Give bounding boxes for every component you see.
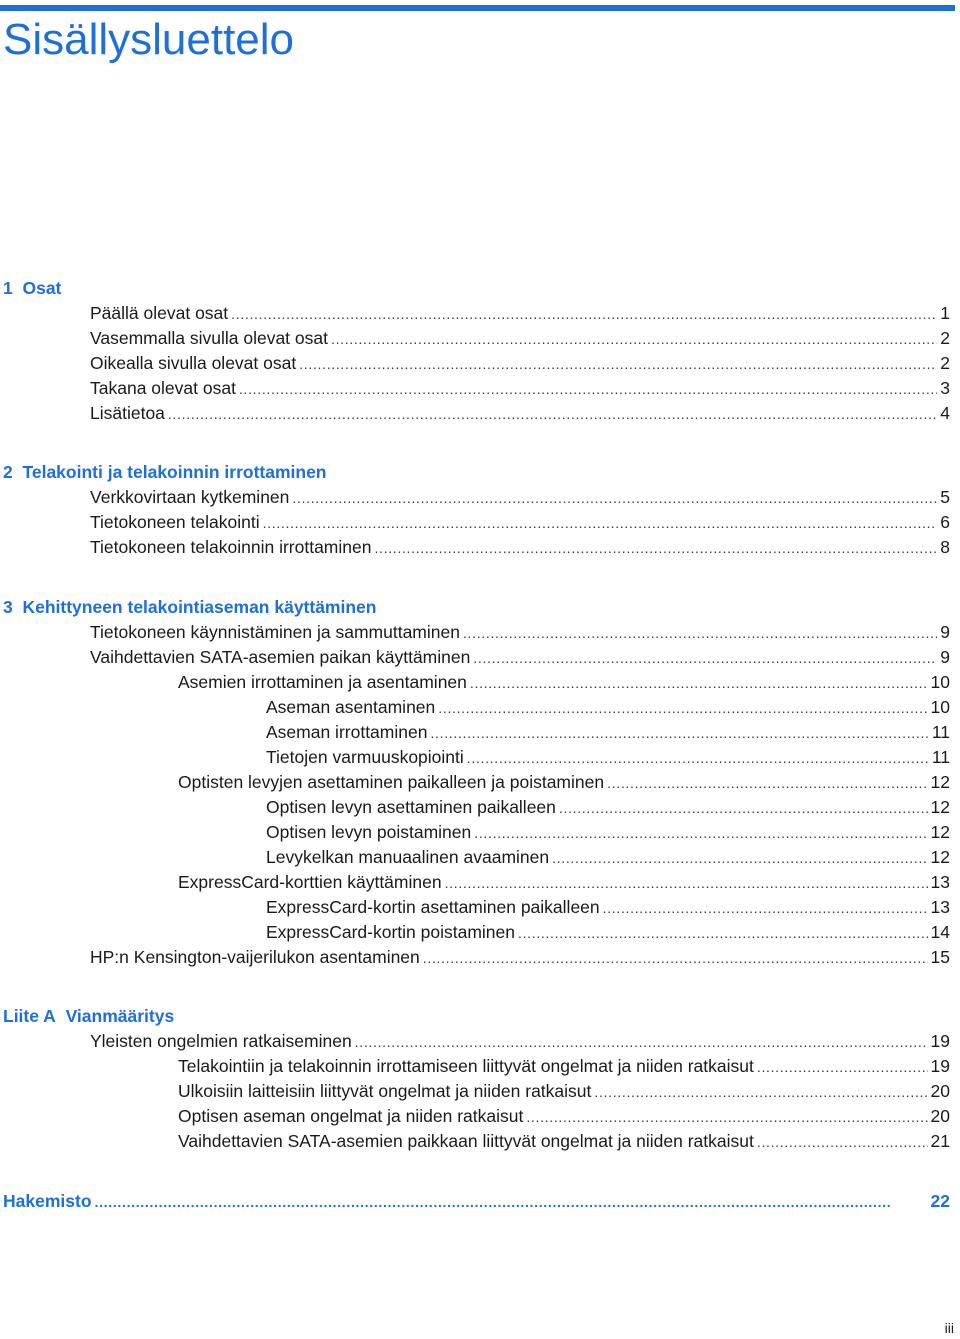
- chapter-number: 2: [3, 462, 13, 482]
- toc-entry[interactable]: [90, 302, 950, 325]
- toc-entry-page: 20: [930, 1081, 950, 1101]
- dot-leader: [463, 621, 937, 644]
- dot-leader: [445, 871, 928, 894]
- toc-entry[interactable]: [266, 721, 950, 744]
- dot-leader: [559, 796, 928, 819]
- toc-entry-text: Tietokoneen käynnistäminen ja sammuttaminen: [90, 622, 460, 642]
- chapter-title: Vianmääritys: [65, 1006, 175, 1026]
- dot-leader: [607, 771, 927, 794]
- dot-leader: [518, 921, 928, 944]
- dot-leader: [239, 377, 937, 400]
- toc-entry-page: 12: [930, 847, 950, 867]
- toc-entry-page: 2: [940, 328, 950, 348]
- dot-leader: [473, 646, 937, 669]
- toc-entry[interactable]: [266, 896, 950, 919]
- toc-entry-page: 12: [930, 772, 950, 792]
- toc-entry-page: 10: [930, 672, 950, 692]
- toc-entry-page: 15: [930, 947, 950, 967]
- toc-chapter-1[interactable]: [3, 277, 61, 299]
- toc-entry-text: Optisen levyn asettaminen paikalleen: [266, 797, 556, 817]
- chapter-title: Kehittyneen telakointiaseman käyttäminen: [22, 597, 377, 617]
- dot-leader: [374, 536, 937, 559]
- dot-leader: [552, 846, 927, 869]
- toc-entry[interactable]: [90, 646, 950, 669]
- toc-entry-text: Asemien irrottaminen ja asentaminen: [178, 672, 467, 692]
- toc-entry-text: Optisten levyjen asettaminen paikalleen ja poistaminen: [178, 772, 605, 792]
- toc-index[interactable]: [3, 1190, 950, 1213]
- chapter-number: 3: [3, 597, 13, 617]
- toc-entry-text: Oikealla sivulla olevat osat: [90, 353, 297, 373]
- dot-leader: [263, 511, 938, 534]
- dot-leader: [168, 402, 937, 425]
- dot-leader: [467, 746, 929, 769]
- toc-entry-text: Yleisten ongelmien ratkaiseminen: [90, 1031, 352, 1051]
- dot-leader: [594, 1080, 927, 1103]
- toc-entry[interactable]: [90, 511, 950, 534]
- toc-entry-text: Vasemmalla sivulla olevat osat: [90, 328, 328, 348]
- dot-leader: [292, 486, 937, 509]
- toc-entry[interactable]: [178, 771, 950, 794]
- toc-entry-text: Ulkoisiin laitteisiin liittyvät ongelmat ja niiden ratkaisut: [178, 1081, 592, 1101]
- page-title: Sisällysluettelo: [3, 15, 295, 64]
- toc-entry[interactable]: [266, 796, 950, 819]
- toc-entry-text: Tietojen varmuuskopiointi: [266, 747, 464, 767]
- toc-entry[interactable]: [266, 696, 950, 719]
- toc-entry-page: 11: [931, 722, 950, 742]
- dot-leader: [423, 946, 928, 969]
- toc-entry[interactable]: [266, 821, 950, 844]
- toc-entry[interactable]: [178, 1130, 950, 1153]
- toc-entry[interactable]: [178, 871, 950, 894]
- toc-entry-page: 11: [931, 747, 950, 767]
- dot-leader: [331, 327, 937, 350]
- toc-entry[interactable]: [178, 671, 950, 694]
- toc-entry-page: 22: [930, 1191, 950, 1211]
- toc-entry[interactable]: [178, 1105, 950, 1128]
- chapter-title: Osat: [22, 278, 62, 298]
- toc-entry[interactable]: [90, 621, 950, 644]
- toc-entry[interactable]: [178, 1055, 950, 1078]
- toc-entry-text: ExpressCard-kortin poistaminen: [266, 922, 515, 942]
- toc-entry[interactable]: [266, 921, 950, 944]
- toc-entry-text: Lisätietoa: [90, 403, 165, 423]
- toc-entry-text: ExpressCard-korttien käyttäminen: [178, 872, 442, 892]
- toc-entry-text: Aseman irrottaminen: [266, 722, 428, 742]
- toc-appendix-a[interactable]: [3, 1005, 174, 1027]
- dot-leader: [526, 1105, 927, 1128]
- toc-entry-page: 12: [930, 822, 950, 842]
- dot-leader: [474, 821, 927, 844]
- toc-entry-text: Tietokoneen telakointi: [90, 512, 260, 532]
- toc-entry[interactable]: [90, 486, 950, 509]
- toc-entry-text: Takana olevat osat: [90, 378, 236, 398]
- toc-entry-text: ExpressCard-kortin asettaminen paikalleen: [266, 897, 600, 917]
- toc-entry-text: Verkkovirtaan kytkeminen: [90, 487, 290, 507]
- toc-entry-text: Päällä olevat osat: [90, 303, 229, 323]
- toc-entry[interactable]: [90, 536, 950, 559]
- toc-entry-page: 12: [930, 797, 950, 817]
- dot-leader: [231, 302, 937, 325]
- toc-entry-page: 3: [940, 378, 950, 398]
- toc-entry-text: Optisen levyn poistaminen: [266, 822, 472, 842]
- toc-entry-text: Vaihdettavien SATA-asemien paikkaan liittyvät ongelmat ja niiden ratkaisut: [178, 1131, 754, 1151]
- toc-entry-page: 10: [930, 697, 950, 717]
- toc-entry-page: 2: [940, 353, 950, 373]
- toc-chapter-2[interactable]: [3, 461, 327, 483]
- toc-entry-page: 21: [930, 1131, 950, 1151]
- toc-entry-page: 19: [930, 1031, 950, 1051]
- dot-leader: [355, 1030, 928, 1053]
- toc-entry-page: 13: [930, 897, 950, 917]
- toc-entry-page: 6: [940, 512, 950, 532]
- dot-leader: [603, 896, 928, 919]
- toc-entry-page: 4: [940, 403, 950, 423]
- toc-entry[interactable]: [90, 402, 950, 425]
- dot-leader: [757, 1055, 928, 1078]
- toc-entry-text: Aseman asentaminen: [266, 697, 436, 717]
- toc-entry-text: HP:n Kensington-vaijerilukon asentaminen: [90, 947, 420, 967]
- toc-chapter-3[interactable]: [3, 596, 376, 618]
- toc-entry-page: 9: [940, 622, 950, 642]
- chapter-number: 1: [3, 278, 13, 298]
- toc-entry-text: Optisen aseman ongelmat ja niiden ratkaisut: [178, 1106, 524, 1126]
- dot-leader: [438, 696, 927, 719]
- page-number: iii: [944, 1320, 954, 1336]
- toc-entry-text: Levykelkan manuaalinen avaaminen: [266, 847, 550, 867]
- toc-entry-text: Vaihdettavien SATA-asemien paikan käyttäminen: [90, 647, 471, 667]
- toc-entry-text: Telakointiin ja telakoinnin irrottamiseen liittyvät ongelmat ja niiden ratkaisut: [178, 1056, 754, 1076]
- chapter-number: Liite A: [3, 1006, 56, 1026]
- dot-leader: [299, 352, 937, 375]
- toc-entry[interactable]: [90, 1030, 950, 1053]
- toc-entry[interactable]: [178, 1080, 950, 1103]
- toc-entry-page: 13: [930, 872, 950, 892]
- toc-entry-text: Hakemisto: [3, 1191, 92, 1211]
- dot-leader: [95, 1190, 928, 1213]
- toc-entry[interactable]: [266, 846, 950, 869]
- dot-leader: [470, 671, 928, 694]
- toc-entry[interactable]: [90, 327, 950, 350]
- chapter-title: Telakointi ja telakoinnin irrottaminen: [22, 462, 327, 482]
- toc-entry-page: 9: [940, 647, 950, 667]
- dot-leader: [757, 1130, 928, 1153]
- toc-entry[interactable]: [90, 946, 950, 969]
- toc-entry-page: 5: [940, 487, 950, 507]
- toc-entry-page: 14: [930, 922, 950, 942]
- toc-entry[interactable]: [90, 377, 950, 400]
- toc-entry-page: 19: [930, 1056, 950, 1076]
- dot-leader: [430, 721, 928, 744]
- toc-entry[interactable]: [266, 746, 950, 769]
- toc-entry-page: 20: [930, 1106, 950, 1126]
- toc-entry-page: 1: [940, 303, 950, 323]
- toc-entry-page: 8: [940, 537, 950, 557]
- toc-entry-text: Tietokoneen telakoinnin irrottaminen: [90, 537, 372, 557]
- toc-entry[interactable]: [90, 352, 950, 375]
- top-rule: [0, 5, 955, 11]
